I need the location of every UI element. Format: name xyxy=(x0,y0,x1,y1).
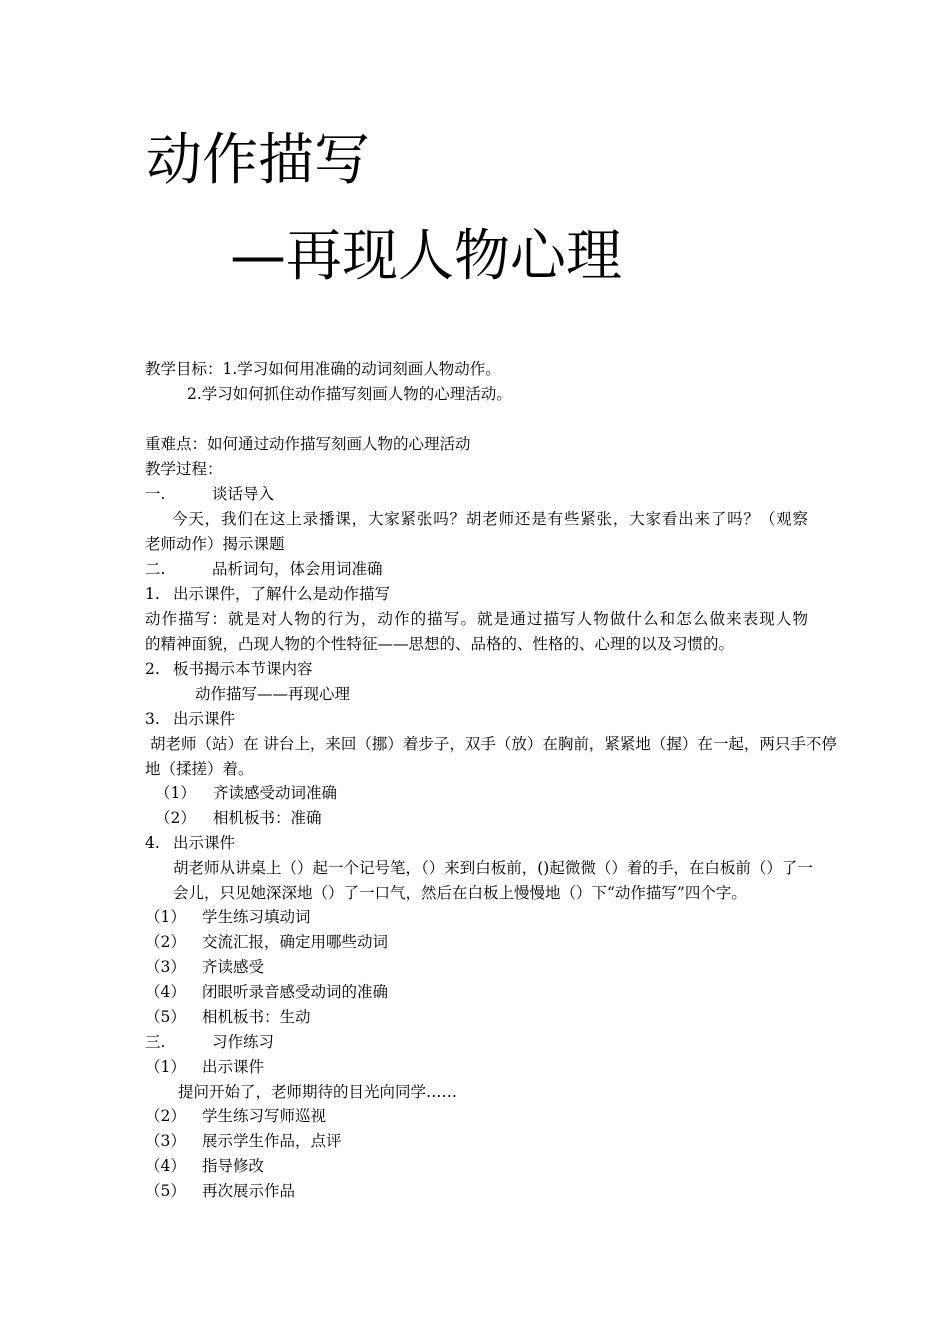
example-2-line-2: 会儿，只见她深深地（）了一口气，然后在白板上慢慢地（）下“动作描写”四个字。 xyxy=(173,884,747,902)
section-3-number: 三. xyxy=(145,1033,166,1051)
list-item-number: 2. xyxy=(145,660,160,678)
section-1-number: 一. xyxy=(145,485,166,503)
sub-item xyxy=(145,1155,264,1177)
section-3-heading xyxy=(145,1031,274,1053)
board-content: 动作描写——再现心理 xyxy=(195,685,351,703)
sub-item xyxy=(145,1180,295,1202)
definition-line-1: 动作描写：就是对人物的行为，动作的描写。就是通过描写人物做什么和怎么做来表现人物 xyxy=(145,610,808,628)
sub-item xyxy=(145,1056,264,1078)
list-item xyxy=(145,583,390,605)
sub-item-text: 学生练习写师巡视 xyxy=(202,1107,327,1125)
sub-item-number: （2） xyxy=(145,1107,186,1125)
writing-prompt: 提问开始了，老师期待的目光向同学…… xyxy=(178,1083,458,1101)
example-2-line-1: 胡老师从讲桌上（）起一个记号笔，（）来到白板前，()起微微（）着的手，在白板前（）了一 xyxy=(173,859,813,877)
section-1-title: 谈话导入 xyxy=(212,485,275,503)
list-item-number: 1. xyxy=(145,585,160,603)
sub-item-text: 交流汇报，确定用哪些动词 xyxy=(202,933,389,951)
example-1-line-2: 地（揉搓）着。 xyxy=(145,760,254,778)
section-1-heading xyxy=(145,483,274,505)
sub-item-text: 再次展示作品 xyxy=(202,1182,296,1200)
sub-item xyxy=(145,906,311,928)
sub-item-text: 齐读感受 xyxy=(202,958,265,976)
sub-item-number: （5） xyxy=(145,1182,186,1200)
sub-item-number: （5） xyxy=(145,1008,186,1026)
page-title: 动作描写 xyxy=(146,128,370,193)
sub-item xyxy=(145,956,264,978)
sub-item-number: （3） xyxy=(145,1132,186,1150)
sub-item-text: 学生练习填动词 xyxy=(202,908,311,926)
sub-item-text: 相机板书：准确 xyxy=(213,809,322,827)
sub-item-text: 指导修改 xyxy=(202,1157,265,1175)
section-2-number: 二. xyxy=(145,560,166,578)
sub-item-number: （2） xyxy=(145,933,186,951)
list-item-text: 出示课件 xyxy=(173,834,236,852)
sub-item-number: （1） xyxy=(145,1058,186,1076)
sub-item-number: （2） xyxy=(155,809,196,827)
sub-item xyxy=(145,1006,311,1028)
section-3-title: 习作练习 xyxy=(212,1033,275,1051)
list-item-text: 板书揭示本节课内容 xyxy=(173,660,313,678)
sub-item xyxy=(155,807,322,829)
goals-line-1 xyxy=(145,358,501,380)
list-item-text: 出示课件 xyxy=(173,710,236,728)
list-item xyxy=(145,832,235,854)
sub-item-number: （1） xyxy=(155,784,196,802)
sub-item xyxy=(145,1130,342,1152)
goal-1: 1.学习如何用准确的动词刻画人物动作。 xyxy=(222,360,501,378)
list-item xyxy=(145,708,235,730)
intro-paragraph-line-1: 今天，我们在这上录播课，大家紧张吗？胡老师还是有些紧张，大家看出来了吗？（观察 xyxy=(172,510,808,528)
sub-item xyxy=(145,931,388,953)
section-2-heading xyxy=(145,558,383,580)
sub-item xyxy=(145,981,388,1003)
sub-item-number: （1） xyxy=(145,908,186,926)
sub-item-number: （4） xyxy=(145,983,186,1001)
list-item-number: 3. xyxy=(145,710,160,728)
intro-paragraph-line-2: 老师动作）揭示课题 xyxy=(145,535,285,553)
key-points: 重难点：如何通过动作描写刻画人物的心理活动 xyxy=(145,435,471,453)
page-subtitle: —再现人物心理 xyxy=(230,224,622,289)
sub-item-number: （3） xyxy=(145,958,186,976)
sub-item-text: 齐读感受动词准确 xyxy=(213,784,338,802)
sub-item-text: 闭眼听录音感受动词的准确 xyxy=(202,983,389,1001)
sub-item xyxy=(145,1105,326,1127)
section-2-title: 品析词句，体会用词准确 xyxy=(212,560,383,578)
list-item-text: 出示课件，了解什么是动作描写 xyxy=(173,585,391,603)
sub-item xyxy=(155,782,337,804)
list-item xyxy=(145,658,313,680)
sub-item-text: 出示课件 xyxy=(202,1058,265,1076)
goals-label: 教学目标： xyxy=(145,360,223,378)
goal-2: 2.学习如何抓住动作描写刻画人物的心理活动。 xyxy=(187,385,512,403)
definition-line-2: 的精神面貌，凸现人物的个性特征——思想的、品格的、性格的、心理的以及习惯的。 xyxy=(145,635,735,653)
list-item-number: 4. xyxy=(145,834,160,852)
sub-item-number: （4） xyxy=(145,1157,186,1175)
sub-item-text: 相机板书：生动 xyxy=(202,1008,311,1026)
example-1-line-1: 胡老师（站）在 讲台上，来回（挪）着步子，双手（放）在胸前，紧紧地（握）在一起，两只手不停 xyxy=(150,735,837,753)
process-label: 教学过程： xyxy=(145,460,223,478)
sub-item-text: 展示学生作品，点评 xyxy=(202,1132,342,1150)
